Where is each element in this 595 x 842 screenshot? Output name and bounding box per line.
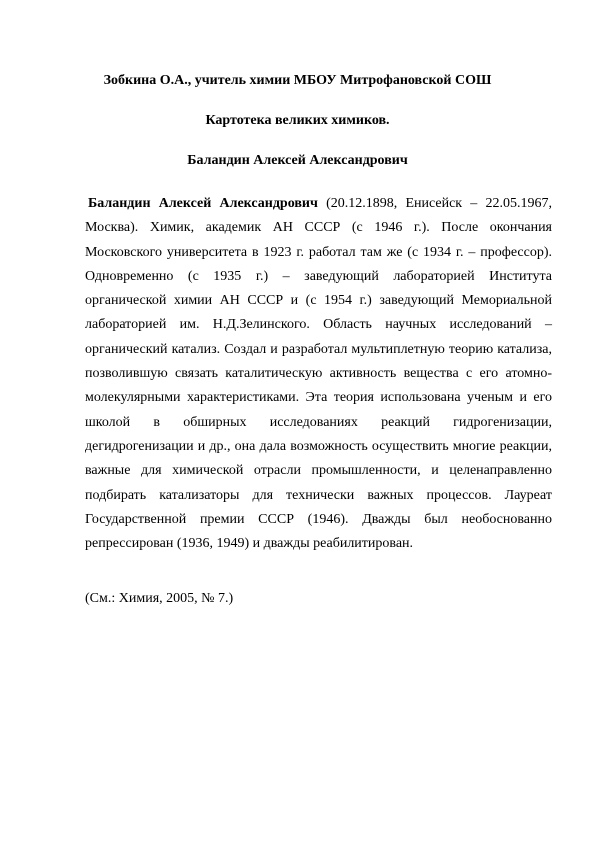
biography-paragraph bbox=[85, 192, 552, 556]
author-line: Зобкина О.А., учитель химии МБОУ Митрофановской СОШ bbox=[103, 73, 492, 88]
person-name-heading: Баландин Алексей Александрович bbox=[187, 153, 408, 168]
document-title: Картотека великих химиков. bbox=[205, 113, 390, 128]
biography-text: (20.12.1898, Енисейск – 22.05.1967, Москва). Химик, академик АН СССР (с 1946 г.). После окончания Московского университета в 1923 г. работал там же (с 1934 г. – профессор). Одновременно (с 1935 г.) – заведующий лабораторией Института органической химии АН СССР и (с 1954 г.) заведующий Мемориальной лабораторией им. Н.Д.Зелинского. Область научных исследований – органический катализ. Создал и разработал мультиплетную теорию катализа, позволившую связать каталитическую активность вещества с его атомно-молекулярными характеристиками. Эта теория использована ученым и его школой в обширных исследованиях реакций гидрогенизации, дегидрогенизации и др., она дала возможность осуществить многие реакции, важные для химической отрасли промышленности, и целенаправленно подбирать катализаторы для технически важных процессов. Лауреат Государственной премии СССР (1946). Дважды был необоснованно репрессирован (1936, 1949) и дважды реабилитирован. bbox=[85, 196, 552, 552]
source-citation: (См.: Химия, 2005, № 7.) bbox=[85, 591, 234, 606]
biography-lead-name: Баландин Алексей Александрович bbox=[88, 196, 318, 211]
